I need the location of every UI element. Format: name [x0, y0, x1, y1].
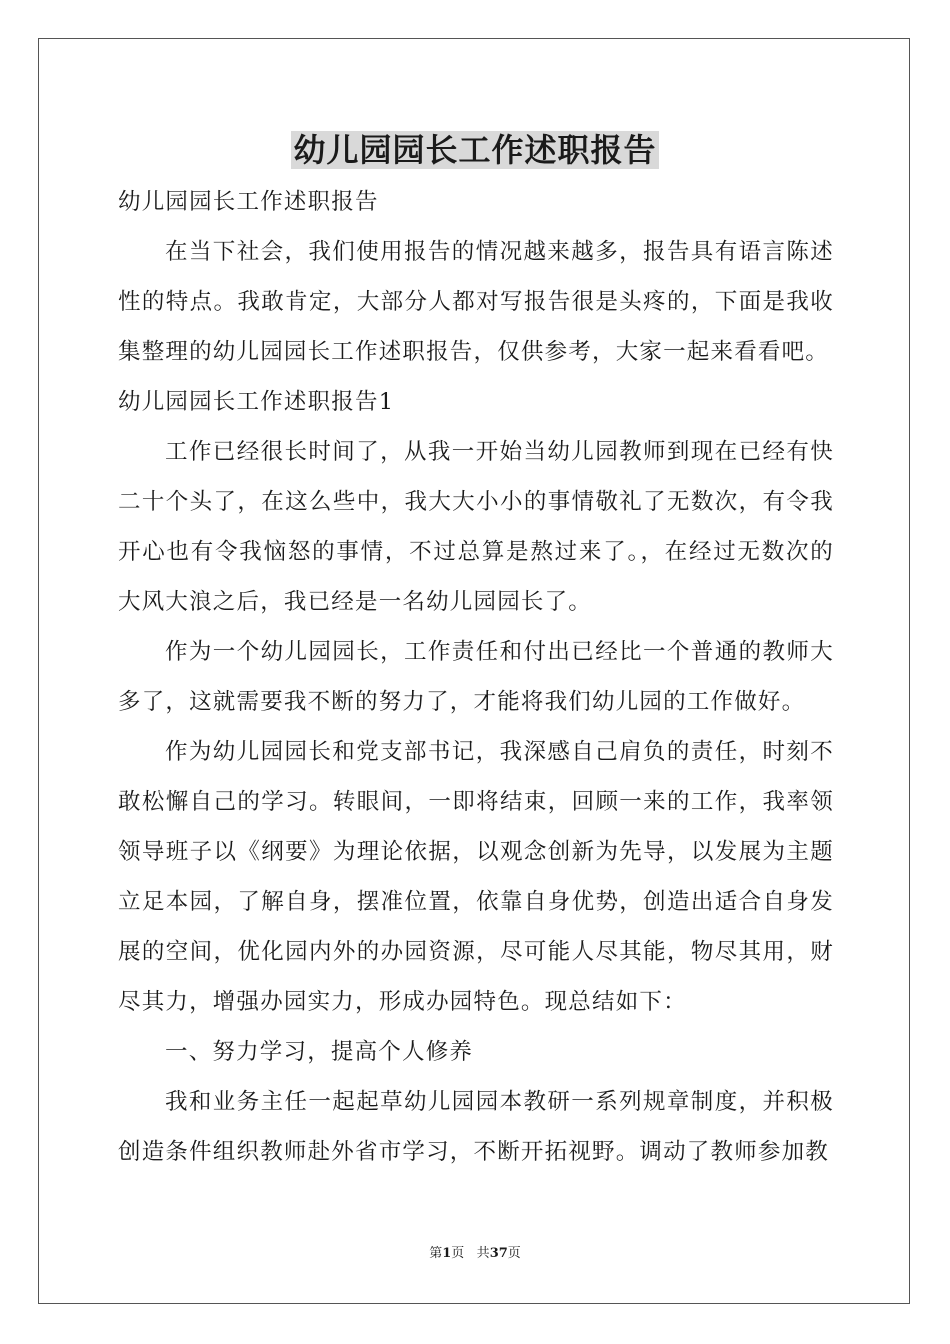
paragraph: 我和业务主任一起起草幼儿园园本教研一系列规章制度，并积极创造条件组织教师赴外省市学习，不断开拓视野。调动了教师参加教: [118, 1089, 834, 1165]
paragraph: 工作已经很长时间了，从我一开始当幼儿园教师到现在已经有快二十个头了，在这么些中，我大大小小的事情敬礼了无数次，有令我开心也有令我恼怒的事情，不过总算是熬过来了。，在经过无数次的大风大浪之后，我已经是一名幼儿园园长了。: [118, 439, 834, 615]
document-title-text: 幼儿园园长工作述职报告: [293, 131, 657, 169]
total-suffix: 页: [507, 1246, 521, 1261]
page-prefix: 第: [429, 1246, 443, 1261]
total-pages: 37: [489, 1246, 508, 1261]
paragraph: 幼儿园园长工作述职报告1: [118, 389, 395, 415]
document-title: [0, 128, 950, 172]
total-prefix: 共: [476, 1246, 490, 1261]
page-suffix: 页: [451, 1246, 465, 1261]
paragraph: 作为幼儿园园长和党支部书记，我深感自己肩负的责任，时刻不敢松懈自己的学习。转眼间，一即将结束，回顾一来的工作，我率领领导班子以《纲要》为理论依据，以观念创新为先导，以发展为主题立足本园，了解自身，摆准位置，依靠自身优势，创造出适合自身发展的空间，优化园内外的办园资源，尽可能人尽其能，物尽其用，财尽其力，增强办园实力，形成办园特色。现总结如下：: [118, 739, 834, 1015]
page-number: 1: [442, 1246, 452, 1261]
paragraph: 在当下社会，我们使用报告的情况越来越多，报告具有语言陈述性的特点。我敢肯定，大部分人都对写报告很是头疼的，下面是我收集整理的幼儿园园长工作述职报告，仅供参考，大家一起来看看吧。: [118, 239, 834, 365]
paragraph: 作为一个幼儿园园长，工作责任和付出已经比一个普通的教师大多了，这就需要我不断的努力了，才能将我们幼儿园的工作做好。: [118, 639, 834, 715]
paragraph: 幼儿园园长工作述职报告: [118, 189, 379, 215]
page-footer: [0, 1244, 950, 1264]
paragraph: 一、努力学习，提高个人修养: [165, 1039, 474, 1065]
document-body: [118, 177, 834, 1177]
